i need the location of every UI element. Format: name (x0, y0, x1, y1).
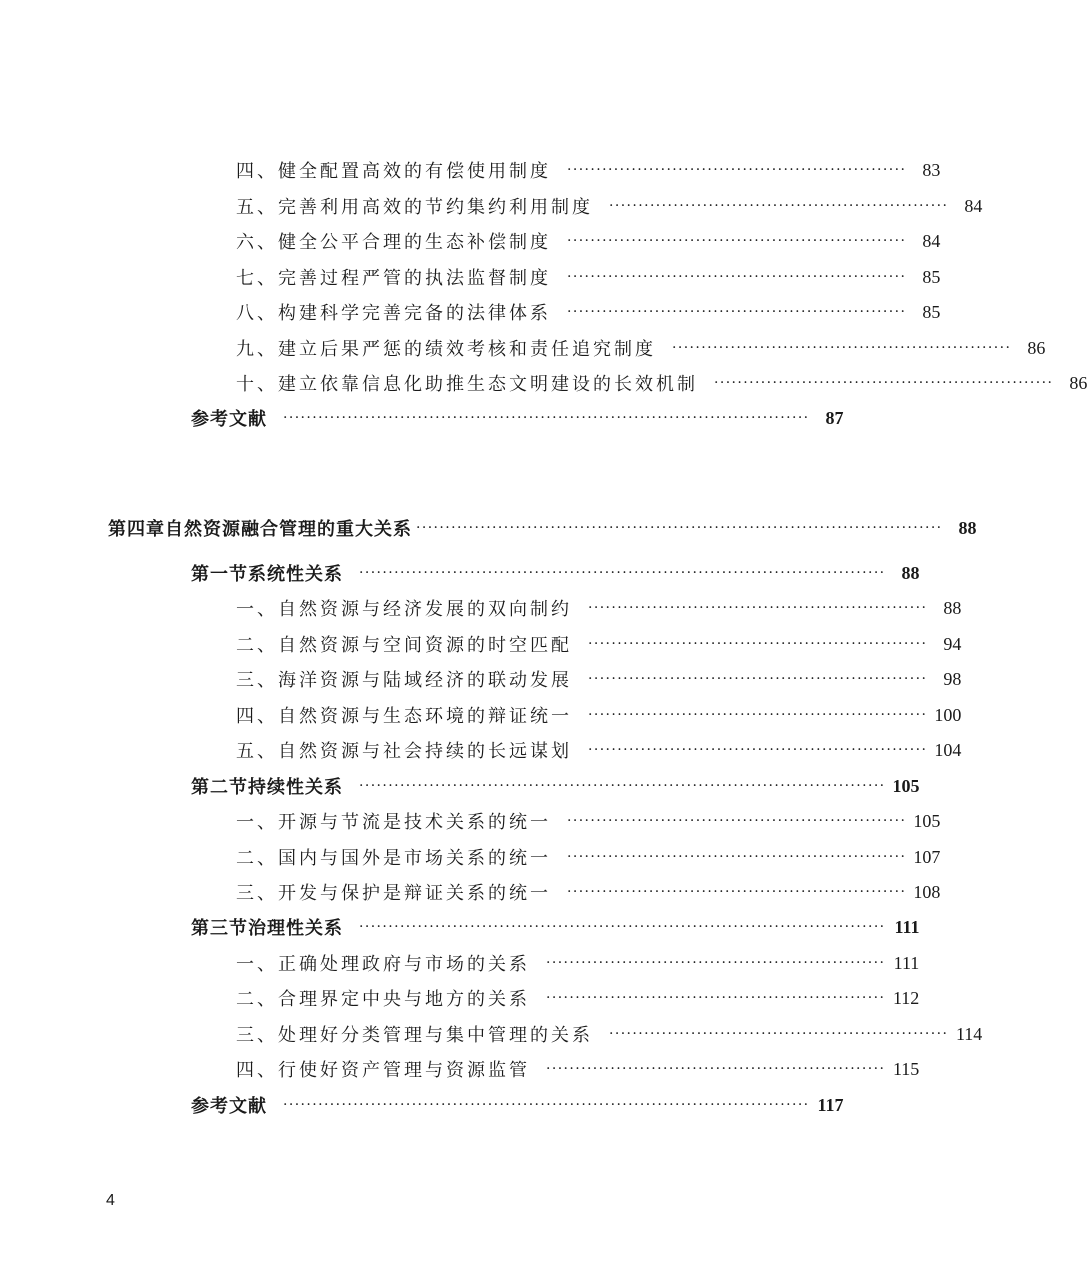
leader-dots: ·························································· (567, 849, 907, 865)
toc-entry-title: 二、合理界定中央与地方的关系 (236, 989, 530, 1010)
toc-entry[interactable] (0, 593, 962, 623)
toc-entry-title: 一、自然资源与经济发展的双向制约 (236, 599, 572, 620)
toc-entry-page: 114 (955, 1023, 983, 1044)
toc-entry[interactable] (0, 700, 962, 730)
leader-dots: ·························································· (588, 636, 928, 652)
toc-entry-page: 98 (943, 668, 962, 689)
chapter-title: 自然资源融合管理的重大关系 (165, 519, 412, 540)
toc-entry-page: 84 (964, 195, 983, 216)
leader-dots: ·························································· (546, 1061, 886, 1077)
toc-entry-page: 111 (893, 952, 920, 973)
toc-section[interactable] (0, 912, 920, 942)
section-page: 88 (901, 562, 920, 583)
toc-entry-page: 94 (943, 633, 962, 654)
toc-entry-page: 107 (913, 846, 941, 867)
toc-entry-title: 三、处理好分类管理与集中管理的关系 (236, 1025, 593, 1046)
leader-dots: ·························································· (588, 742, 928, 758)
toc-entry-page: 105 (913, 810, 941, 831)
leader-dots: ·························································· (546, 990, 886, 1006)
page-number: 4 (106, 1192, 115, 1209)
leader-dots: ·························································· (588, 707, 928, 723)
toc-entry[interactable] (0, 983, 920, 1013)
section-label: 第二节 (191, 777, 248, 798)
toc-entry-page: 86 (1069, 372, 1087, 393)
toc-references-title: 参考文献 (191, 409, 267, 430)
toc-entry[interactable] (0, 1054, 920, 1084)
toc-references[interactable] (0, 403, 900, 433)
toc-entry[interactable] (0, 629, 962, 659)
toc-entry[interactable] (0, 226, 941, 256)
toc-entry-page: 85 (922, 266, 941, 287)
toc-references[interactable] (0, 1090, 900, 1120)
toc-entry-title: 一、正确处理政府与市场的关系 (236, 954, 530, 975)
toc-entry[interactable] (0, 948, 920, 978)
leader-dots: ·························································· (672, 340, 1012, 356)
toc-entry-title: 三、开发与保护是辩证关系的统一 (236, 883, 551, 904)
toc-entry-title: 二、国内与国外是市场关系的统一 (236, 848, 551, 869)
chapter-page: 88 (958, 517, 977, 538)
toc-entry-page: 85 (922, 301, 941, 322)
toc-entry-title: 四、自然资源与生态环境的辩证统一 (236, 706, 572, 727)
leader-dots: ·························································································· (359, 565, 886, 581)
toc-entry[interactable] (0, 806, 941, 836)
leader-dots: ·························································································· (359, 919, 886, 935)
section-label: 第三节 (191, 918, 248, 939)
toc-entry[interactable] (0, 1019, 983, 1049)
leader-dots: ·························································· (609, 1026, 949, 1042)
section-title: 系统性关系 (248, 564, 343, 585)
toc-entry[interactable] (0, 842, 941, 872)
toc-entry[interactable] (0, 664, 962, 694)
leader-dots: ·························································· (714, 375, 1054, 391)
toc-entry[interactable] (0, 735, 962, 765)
leader-dots: ·························································································· (283, 1097, 810, 1113)
toc-entry[interactable] (0, 191, 983, 221)
leader-dots: ·························································· (609, 198, 949, 214)
toc-entry-title: 四、行使好资产管理与资源监管 (236, 1060, 530, 1081)
toc-entry[interactable] (0, 333, 1046, 363)
toc-entry[interactable] (0, 368, 1087, 398)
leader-dots: ·························································· (588, 671, 928, 687)
section-page: 105 (892, 775, 920, 796)
toc-entry-page: 88 (943, 597, 962, 618)
toc-entry-title: 十、建立依靠信息化助推生态文明建设的长效机制 (236, 374, 698, 395)
toc-section[interactable] (0, 558, 920, 588)
toc-entry-title: 八、构建科学完善完备的法律体系 (236, 303, 551, 324)
leader-dots: ·························································· (567, 813, 907, 829)
toc-entry-title: 六、健全公平合理的生态补偿制度 (236, 232, 551, 253)
toc-entry-title: 二、自然资源与空间资源的时空匹配 (236, 635, 572, 656)
toc-entry[interactable] (0, 297, 941, 327)
leader-dots: ·························································································· (359, 778, 886, 794)
toc-references-page: 117 (817, 1094, 844, 1115)
toc-section[interactable] (0, 771, 920, 801)
leader-dots: ·························································· (567, 233, 907, 249)
leader-dots: ·························································· (567, 884, 907, 900)
toc-entry-title: 四、健全配置高效的有偿使用制度 (236, 161, 551, 182)
toc-entry-title: 三、海洋资源与陆域经济的联动发展 (236, 670, 572, 691)
toc-entry-page: 115 (892, 1058, 920, 1079)
toc-entry-page: 100 (934, 704, 962, 725)
toc-entry-title: 五、完善利用高效的节约集约利用制度 (236, 197, 593, 218)
toc-entry-page: 112 (892, 987, 920, 1008)
toc-entry-title: 一、开源与节流是技术关系的统一 (236, 812, 551, 833)
leader-dots: ·························································· (567, 304, 907, 320)
leader-dots: ·························································· (567, 269, 907, 285)
section-label: 第一节 (191, 564, 248, 585)
leader-dots: ·························································································· (283, 410, 810, 426)
toc-references-title: 参考文献 (191, 1096, 267, 1117)
section-title: 治理性关系 (248, 918, 343, 939)
toc-entry-page: 108 (913, 881, 941, 902)
toc-entry-page: 86 (1027, 337, 1046, 358)
toc-entry-page: 83 (922, 159, 941, 180)
section-page: 111 (894, 916, 920, 937)
leader-dots: ·························································· (546, 955, 886, 971)
toc-entry-title: 九、建立后果严惩的绩效考核和责任追究制度 (236, 339, 656, 360)
leader-dots: ·························································· (567, 162, 907, 178)
toc-entry-page: 104 (934, 739, 962, 760)
toc-entry-page: 84 (922, 230, 941, 251)
toc-chapter[interactable] (0, 513, 977, 543)
toc-entry[interactable] (0, 155, 941, 185)
leader-dots: ·························································· (588, 600, 928, 616)
toc-entry[interactable] (0, 877, 941, 907)
toc-entry-title: 七、完善过程严管的执法监督制度 (236, 268, 551, 289)
toc-references-page: 87 (825, 407, 844, 428)
toc-entry-title: 五、自然资源与社会持续的长远谋划 (236, 741, 572, 762)
toc-entry[interactable] (0, 262, 941, 292)
leader-dots: ·························································································· (416, 520, 943, 536)
section-title: 持续性关系 (248, 777, 343, 798)
chapter-label: 第四章 (108, 519, 165, 540)
